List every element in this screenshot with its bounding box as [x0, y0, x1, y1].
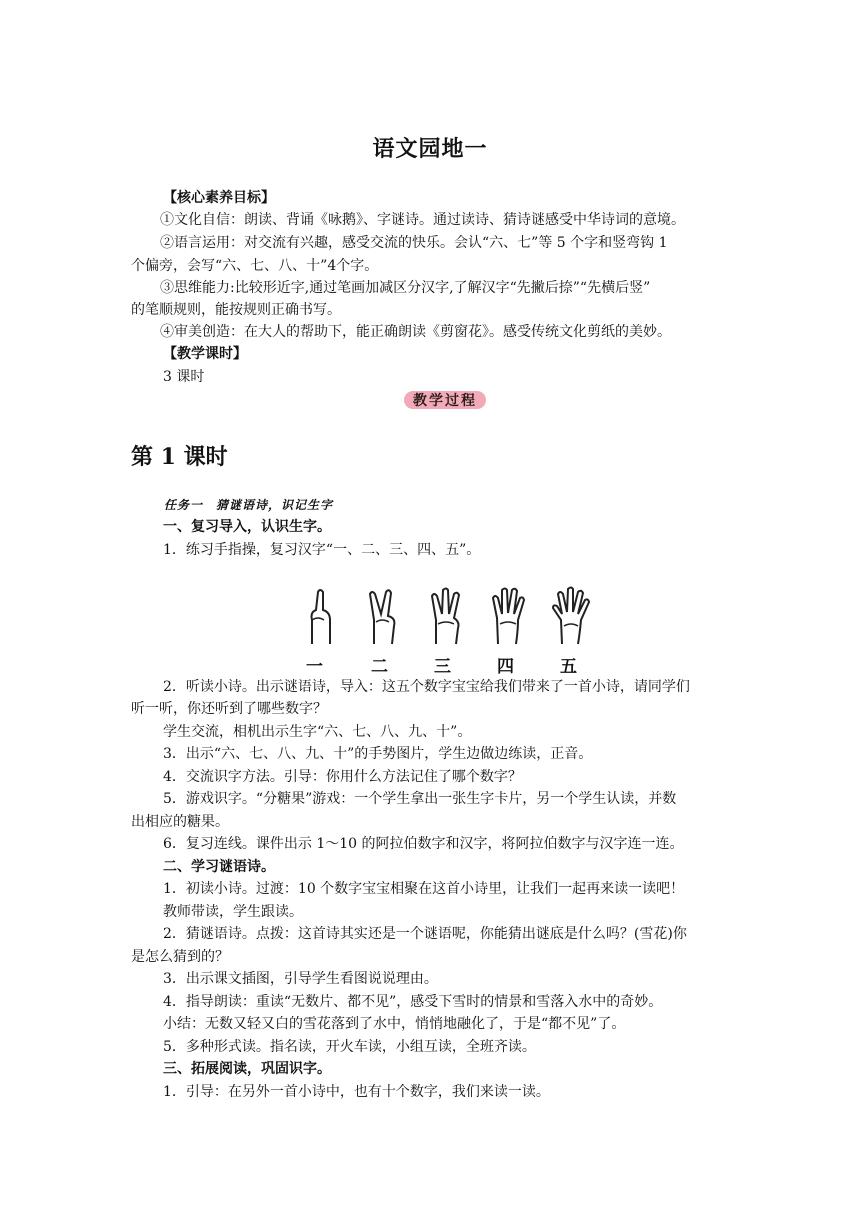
section1-paragraph-2-note: 学生交流，相机出示生字“六、七、八、九、十”。 — [163, 724, 472, 740]
section1-paragraph-1: 1．练习手指操，复习汉字“一、二、三、四、五”。 — [163, 542, 481, 558]
section2-paragraph-2: 2．猜谜语诗。点拨：这首诗其实还是一个谜语呢，你能猜出谜底是什么吗？(雪花)你 — [163, 926, 687, 942]
hours-heading: 【教学课时】 — [163, 346, 247, 362]
section2-paragraph-4-summary: 小结：无数又轻又白的雪花落到了水中，悄悄地融化了，于是“都不见”了。 — [163, 1016, 626, 1032]
teaching-process-badge — [404, 389, 486, 411]
two-finger-hand-icon — [362, 586, 406, 646]
section3-heading: 三、拓展阅读，巩固识字。 — [163, 1061, 331, 1077]
section1-heading: 一、复习导入，认识生字。 — [163, 519, 331, 535]
page-title: 语文园地一 — [372, 136, 488, 162]
five-finger-hand-icon — [550, 586, 594, 646]
section2-paragraph-4: 4．指导朗读：重读“无数片、都不见”，感受下雪时的情景和雪落入水中的奇妙。 — [163, 994, 663, 1010]
section1-paragraph-2: 2．听读小诗。出示谜语诗，导入：这五个数字宝宝给我们带来了一首小诗，请同学们 — [163, 679, 690, 695]
numeral-label-3: 三 — [434, 657, 451, 677]
finger-counting-figure — [292, 586, 592, 648]
goal-item-1: ①文化自信：朗读、背诵《咏鹅》、字谜诗。通过读诗、猜诗谜感受中华诗词的意境。 — [160, 212, 685, 228]
numeral-label-4: 四 — [497, 657, 514, 677]
section2-paragraph-3: 3．出示课文插图，引导学生看图说说理由。 — [163, 971, 438, 987]
numeral-label-1: 一 — [306, 657, 323, 677]
goals-heading: 【核心素养目标】 — [163, 190, 275, 206]
section2-paragraph-2-continued: 是怎么猜到的？ — [131, 949, 229, 965]
section2-heading: 二、学习谜语诗。 — [163, 859, 275, 875]
section2-paragraph-1: 1．初读小诗。过渡：10 个数字宝宝相聚在这首小诗里，让我们一起再来读一读吧！ — [163, 881, 685, 897]
section1-paragraph-5-continued: 出相应的糖果。 — [131, 814, 229, 830]
numeral-label-2: 二 — [371, 657, 388, 677]
section2-paragraph-1-note: 教师带读，学生跟读。 — [163, 904, 303, 920]
section1-paragraph-3: 3．出示“六、七、八、九、十”的手势图片，学生边做边练读，正音。 — [163, 746, 593, 762]
three-finger-hand-icon — [426, 586, 470, 646]
section1-paragraph-5: 5．游戏识字。“分糖果”游戏：一个学生拿出一张生字卡片，另一个学生认读，并数 — [163, 791, 677, 807]
four-finger-hand-icon — [488, 586, 532, 646]
section1-paragraph-6: 6．复习连线。课件出示 1～10 的阿拉伯数字和汉字，将阿拉伯数字与汉字连一连。 — [163, 836, 684, 852]
hours-value: 3 课时 — [163, 369, 205, 385]
task-title: 任务一 猜谜语诗，识记生字 — [164, 498, 334, 512]
numeral-label-5: 五 — [560, 657, 577, 677]
goal-item-2: ②语言运用：对交流有兴趣，感受交流的快乐。会认“六、七”等 5 个字和竖弯钩 1 — [160, 235, 668, 251]
badge-label: 教学过程 — [413, 393, 477, 409]
goal-item-2-continued: 个偏旁，会写“六、七、八、十”4个字。 — [131, 258, 379, 274]
goal-item-4: ④审美创造：在大人的帮助下，能正确朗读《剪窗花》。感受传统文化剪纸的美妙。 — [160, 324, 671, 340]
section1-paragraph-2-continued: 听一听，你还听到了哪些数字？ — [131, 701, 327, 717]
section3-paragraph-1: 1．引导：在另外一首小诗中，也有十个数字，我们来读一读。 — [163, 1084, 550, 1100]
one-finger-hand-icon — [298, 586, 342, 646]
section1-paragraph-4: 4．交流识字方法。引导：你用什么方法记住了哪个数字？ — [163, 769, 522, 785]
goal-item-3: ③思维能力:比较形近字,通过笔画加减区分汉字,了解汉字“先撇后捺”“先横后竖” — [160, 280, 651, 296]
goal-item-3-continued: 的笔顺规则，能按规则正确书写。 — [131, 302, 341, 318]
section2-paragraph-5: 5．多种形式读。指名读，开火车读，小组互读，全班齐读。 — [163, 1039, 536, 1055]
lesson-title: 第 1 课时 — [131, 444, 228, 470]
